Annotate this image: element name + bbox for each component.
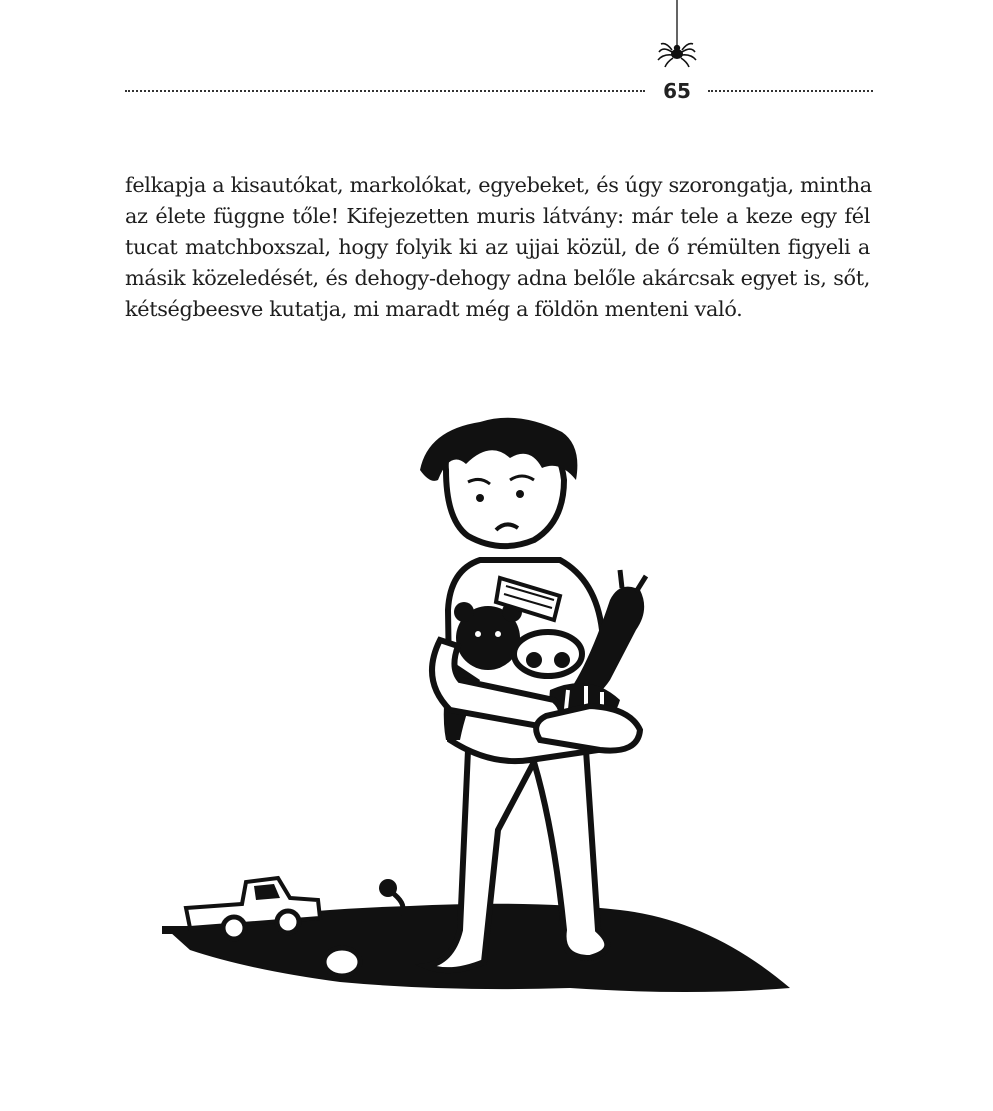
body-line: kétségbeesve kutatja, mi maradt még a földön menteni való. [125, 297, 743, 321]
spider-icon [655, 0, 699, 72]
page-number: 65 [663, 79, 691, 103]
boy-head [420, 418, 577, 546]
header-rule-right [708, 90, 873, 92]
held-toy-car-icon [514, 632, 582, 676]
body-paragraph [125, 170, 870, 325]
page-header [0, 0, 993, 110]
boy-clutching-toys-illustration [150, 410, 810, 1010]
header-rule-left [125, 90, 645, 92]
ball-icon [324, 948, 360, 976]
body-line: felkapja a kisautókat, markolókat, egyebeket, és úgy szorongatja, mintha [125, 173, 872, 197]
body-line: másik közeledését, és dehogy-dehogy adna belőle akárcsak egyet is, sőt, [125, 266, 870, 290]
body-line: az élete függne tőle! Kifejezetten muris látvány: már tele a keze egy fél [125, 204, 870, 228]
body-line: tucat matchboxszal, hogy folyik ki az ujjai közül, de ő rémülten figyeli a [125, 235, 870, 259]
right-arm [536, 706, 640, 751]
toy-car-icon [162, 878, 320, 939]
